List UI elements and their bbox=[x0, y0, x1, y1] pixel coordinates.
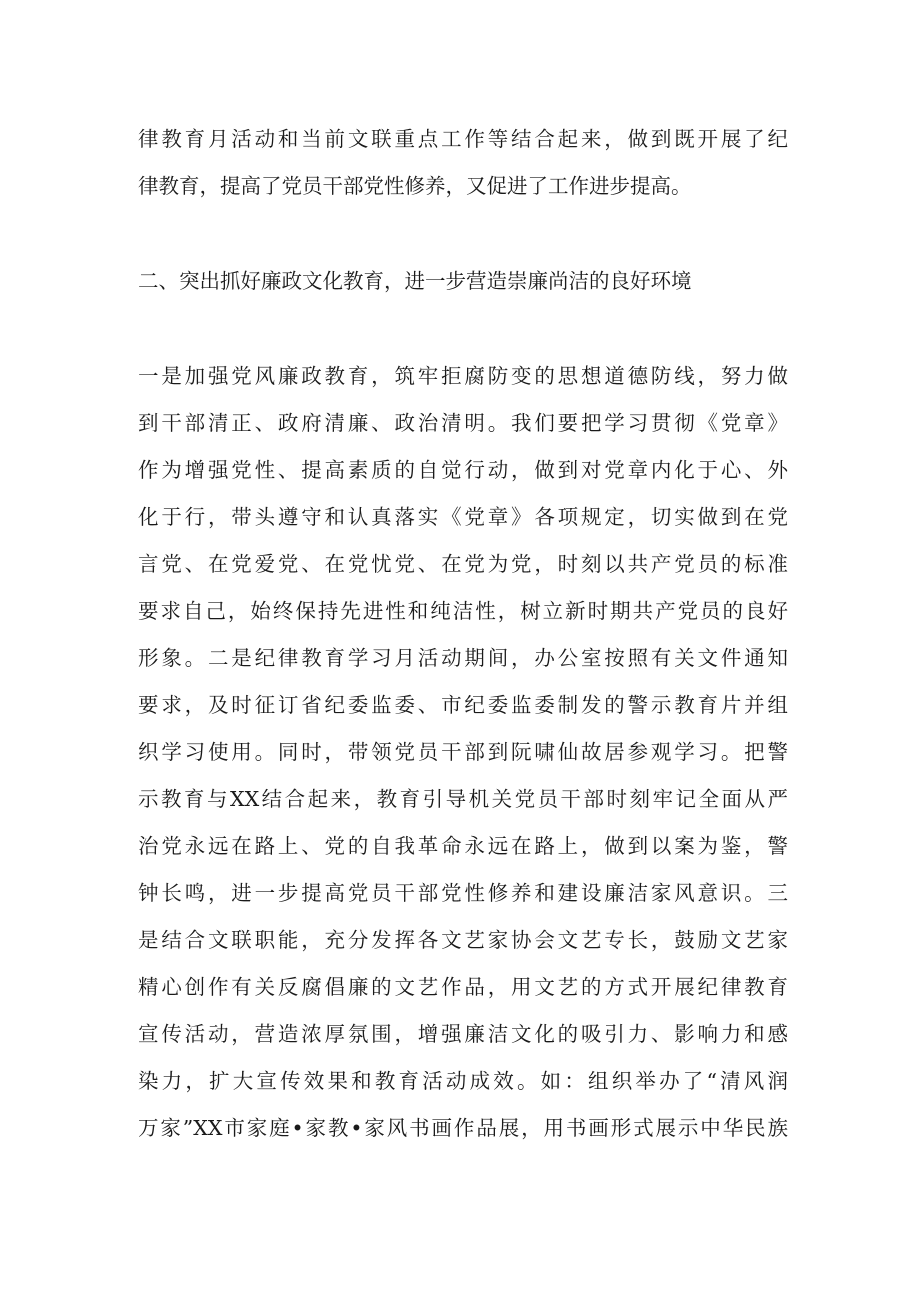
paragraph-2-line-3: 作为增强党性、提高素质的自觉行动，做到对党章内化于心、外 bbox=[138, 458, 788, 482]
paragraph-2-line-10: 示教育与XX结合起来，教育引导机关党员干部时刻牢记全面从严 bbox=[138, 787, 788, 811]
paragraph-2-line-7: 形象。二是纪律教育学习月活动期间，办公室按照有关文件通知 bbox=[138, 646, 788, 670]
paragraph-2-line-6: 要求自己，始终保持先进性和纯洁性，树立新时期共产党员的良好 bbox=[138, 599, 788, 623]
paragraph-2-line-12: 钟长鸣，进一步提高党员干部党性修养和建设廉洁家风意识。三 bbox=[138, 881, 788, 905]
paragraph-2-line-5: 言党、在党爱党、在党忧党、在党为党，时刻以共产党员的标准 bbox=[138, 552, 788, 576]
section-heading: 二、突出抓好廉政文化教育，进一步营造崇廉尚洁的良好环境 bbox=[138, 269, 692, 293]
paragraph-2-line-14: 精心创作有关反腐倡廉的文艺作品，用文艺的方式开展纪律教育 bbox=[138, 975, 788, 999]
paragraph-2-line-9: 织学习使用。同时，带领党员干部到阮啸仙故居参观学习。把警 bbox=[138, 740, 788, 764]
paragraph-2-line-8: 要求，及时征订省纪委监委、市纪委监委制发的警示教育片并组 bbox=[138, 693, 788, 717]
paragraph-2-line-11: 治党永远在路上、党的自我革命永远在路上，做到以案为鉴，警 bbox=[138, 834, 788, 858]
paragraph-2-line-4: 化于行，带头遵守和认真落实《党章》各项规定，切实做到在党 bbox=[138, 505, 788, 529]
paragraph-1-line-2: 律教育，提高了党员干部党性修养，又促进了工作进步提高。 bbox=[138, 174, 692, 198]
paragraph-2-line-16: 染力，扩大宣传效果和教育活动成效。如：组织举办了“清风润 bbox=[138, 1069, 788, 1093]
paragraph-1-line-1: 律教育月活动和当前文联重点工作等结合起来，做到既开展了纪 bbox=[138, 127, 788, 151]
paragraph-2-line-13: 是结合文联职能，充分发挥各文艺家协会文艺专长，鼓励文艺家 bbox=[138, 928, 788, 952]
paragraph-2-line-15: 宣传活动，营造浓厚氛围，增强廉洁文化的吸引力、影响力和感 bbox=[138, 1022, 788, 1046]
paragraph-2-line-1: 一是加强党风廉政教育，筑牢拒腐防变的思想道德防线，努力做 bbox=[138, 364, 788, 388]
paragraph-2-line-2: 到干部清正、政府清廉、政治清明。我们要把学习贯彻《党章》 bbox=[138, 411, 788, 435]
paragraph-2-line-17: 万家”XX市家庭•家教•家风书画作品展，用书画形式展示中华民族 bbox=[138, 1116, 788, 1140]
